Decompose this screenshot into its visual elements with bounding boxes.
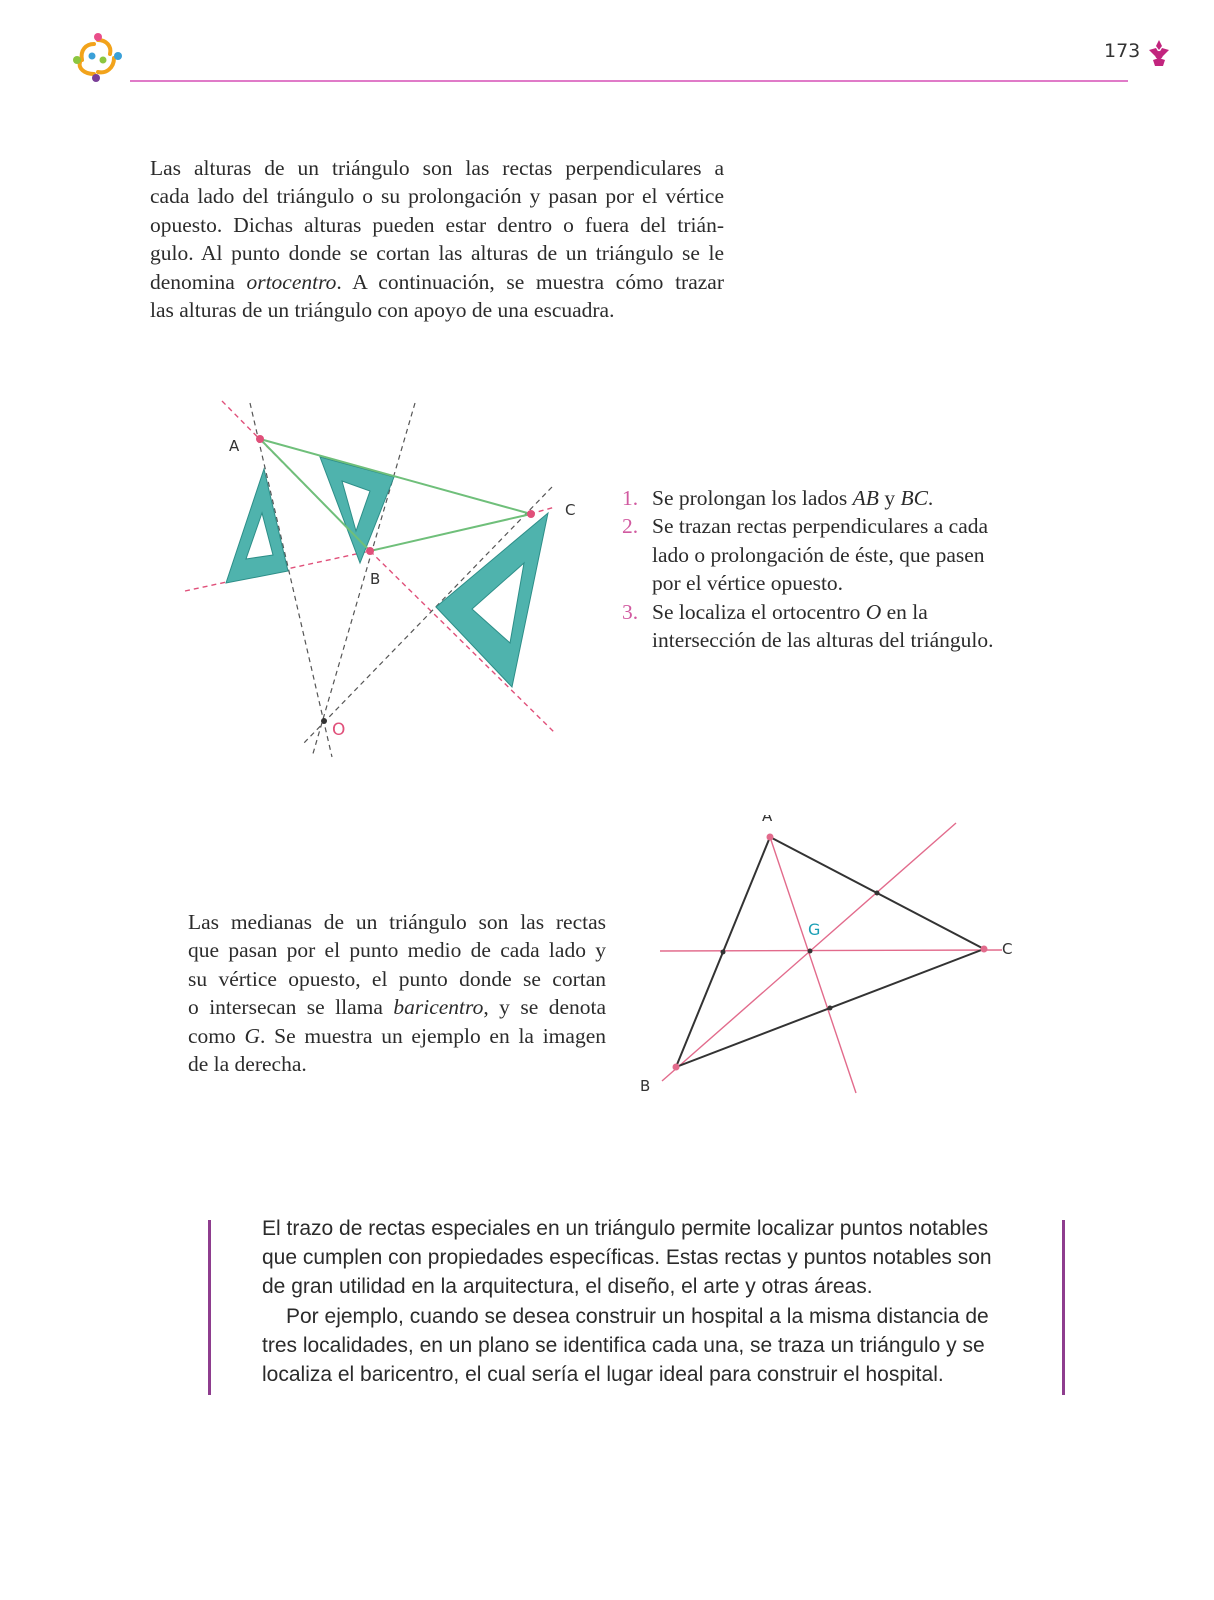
note-paragraph: Por ejemplo, cuando se desea construir un hospital a la misma distancia de tres localidades, en un plano se identifica cada una, se traza un triángulo y se localiza el baricentro, el cual sería el lugar ideal para construir el hospital. <box>262 1304 989 1387</box>
steps-list <box>622 484 1014 654</box>
median-from-c <box>660 950 1002 951</box>
step-item: 1. Se prolongan los lados AB y BC. <box>622 484 1014 512</box>
triangle-abc <box>260 439 531 551</box>
centroid-figure <box>640 815 1040 1125</box>
term-ortocentro: ortocentro <box>246 269 337 294</box>
text-line: de la derecha. <box>188 1052 307 1077</box>
step-number: 3. <box>622 599 639 624</box>
note-paragraph: El trazo de rectas especiales en un triángulo permite localizar puntos notables que cumplen con propiedades específicas. Estas rectas y puntos notables son de gran utilidad en la arquitectura, el diseño, el arte y otras áreas. <box>262 1217 992 1299</box>
step-item <box>622 512 1014 597</box>
text-line: gulo. Al punto donde se cortan las alturas de un triángulo se le <box>150 241 724 266</box>
vertex-b <box>366 547 374 555</box>
text-line: las alturas de un triángulo con apoyo de una escuadra. <box>150 298 615 323</box>
label-c: C <box>565 501 576 519</box>
text-line: denomina ortocentro. A continuación, se muestra cómo trazar <box>150 269 724 294</box>
orthocenter-figure <box>170 395 590 790</box>
set-square-right <box>436 513 548 687</box>
label-c: C <box>1002 940 1013 958</box>
label-b: B <box>640 1077 651 1095</box>
step-item: 3. Se localiza el ortocentro O en la intersección de las alturas del triángulo. <box>622 599 994 653</box>
pink-flower-icon <box>1146 38 1172 68</box>
step-text: Se trazan rectas perpendiculares a cada lado o prolongación de éste, que pasen por el vértice opuesto. <box>652 514 989 596</box>
orthocenter-point <box>321 718 327 724</box>
medianas-paragraph <box>188 908 606 1078</box>
altitude-from-b <box>312 403 415 757</box>
vertex-c <box>981 946 988 953</box>
label-a: A <box>762 815 773 825</box>
label-b: B <box>370 570 381 588</box>
vertex-b <box>673 1064 680 1071</box>
header-rule <box>130 80 1128 82</box>
text-line: Las alturas de un triángulo son las rectas perpendiculares a <box>150 156 724 180</box>
midpoint-bc <box>828 1006 833 1011</box>
step-number: 2. <box>622 514 639 539</box>
term-baricentro: baricentro <box>393 995 484 1020</box>
text-line: Las medianas de un triángulo son las rectas <box>188 910 606 934</box>
midpoint-ac <box>875 891 880 896</box>
centroid-point <box>808 949 813 954</box>
label-o: O <box>332 720 346 740</box>
text-line: opuesto. Dichas alturas pueden estar dentro o fuera del trián- <box>150 212 724 237</box>
page-number: 173 <box>1104 40 1141 62</box>
vertex-a <box>256 435 264 443</box>
text-line: su vértice opuesto, el punto donde se cortan <box>188 966 606 991</box>
note-box <box>262 1214 1018 1389</box>
text-line: que pasan por el punto medio de cada lado y <box>188 938 606 963</box>
step-number: 1. <box>622 486 639 510</box>
note-bar-left <box>208 1220 211 1395</box>
text-line: o intersecan se llama baricentro, y se denota <box>188 995 607 1020</box>
note-bar-right <box>1062 1220 1065 1395</box>
vertex-c <box>527 510 535 518</box>
label-g: G <box>808 920 821 939</box>
text-line: cada lado del triángulo o su prolongación y pasan por el vértice <box>150 184 724 209</box>
text-line: como G. Se muestra un ejemplo en la imagen <box>188 1023 606 1048</box>
alturas-paragraph <box>150 154 724 324</box>
flower-logo-icon <box>70 30 126 86</box>
vertex-a <box>767 834 774 841</box>
midpoint-ab <box>721 950 726 955</box>
label-a: A <box>229 437 240 455</box>
